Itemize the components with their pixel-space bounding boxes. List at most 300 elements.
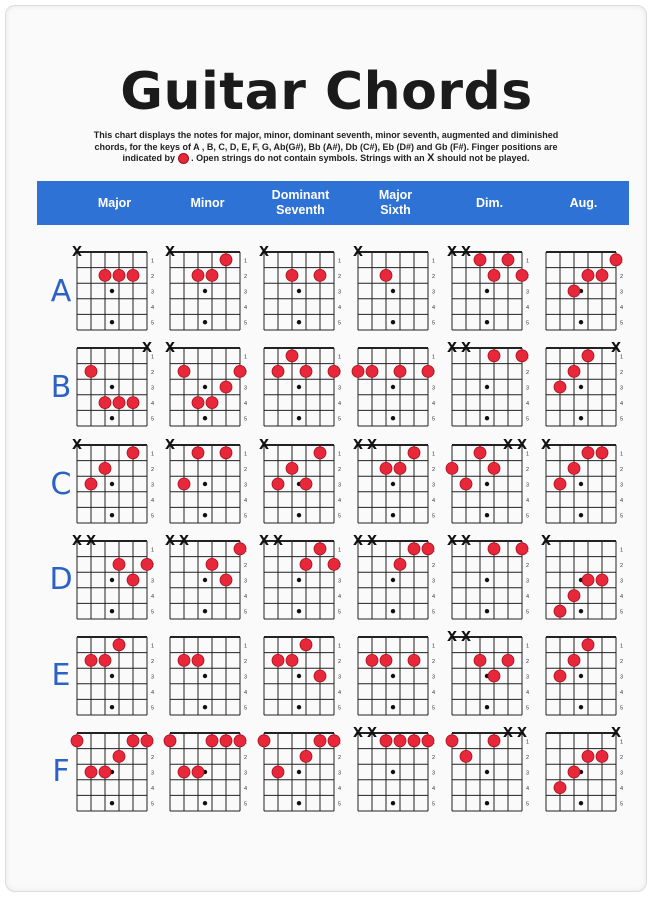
fret-number-label: 5 xyxy=(620,320,624,327)
fret-number-label: 3 xyxy=(151,578,155,585)
fret-number-label: 4 xyxy=(620,690,624,697)
mute-x-icon: X xyxy=(178,534,190,549)
mute-x-icon: X xyxy=(141,341,153,356)
fret-number-label: 4 xyxy=(432,594,436,601)
finger-dot xyxy=(568,654,580,666)
mute-x-icon: X xyxy=(446,245,458,260)
fret-number-label: 1 xyxy=(244,258,248,265)
fret-number-label: 3 xyxy=(244,385,248,392)
fret-number-label: 1 xyxy=(526,258,530,265)
finger-dot xyxy=(314,447,326,459)
column-header-aug: Aug. xyxy=(569,195,598,210)
finger-dot xyxy=(127,397,139,409)
mute-x-icon: X xyxy=(460,630,472,645)
fret-marker-dot xyxy=(579,482,583,486)
fret-marker-dot xyxy=(297,674,301,678)
fret-marker-dot xyxy=(110,513,114,517)
finger-dot xyxy=(380,654,392,666)
fret-number-label: 1 xyxy=(338,451,342,458)
fret-number-label: 1 xyxy=(620,643,624,650)
finger-dot xyxy=(192,766,204,778)
fret-number-label: 2 xyxy=(151,754,155,761)
page-title: Guitar Chords xyxy=(120,62,533,122)
fret-number-label: 3 xyxy=(526,578,530,585)
fret-number-label: 2 xyxy=(244,562,248,569)
fret-number-label: 4 xyxy=(432,401,436,408)
fret-number-label: 2 xyxy=(526,754,530,761)
fret-number-label: 5 xyxy=(526,416,530,423)
fret-number-label: 5 xyxy=(151,416,155,423)
finger-dot xyxy=(192,447,204,459)
fret-number-label: 1 xyxy=(526,451,530,458)
fret-number-label: 5 xyxy=(620,609,624,616)
fret-marker-dot xyxy=(485,289,489,293)
fret-number-label: 2 xyxy=(526,658,530,665)
fret-marker-dot xyxy=(297,578,301,582)
fret-marker-dot xyxy=(297,385,301,389)
finger-dot xyxy=(178,478,190,490)
fret-marker-dot xyxy=(579,674,583,678)
fret-number-label: 1 xyxy=(244,451,248,458)
fret-number-label: 1 xyxy=(151,354,155,361)
fret-marker-dot xyxy=(203,482,207,486)
finger-dot xyxy=(85,766,97,778)
finger-dot xyxy=(568,365,580,377)
finger-dot xyxy=(502,254,514,266)
fret-number-label: 4 xyxy=(151,690,155,697)
fret-number-label: 4 xyxy=(151,498,155,505)
fret-number-label: 5 xyxy=(244,705,248,712)
finger-dot xyxy=(582,574,594,586)
fret-number-label: 3 xyxy=(338,770,342,777)
column-header-dominant-seventh: Dominant Seventh xyxy=(271,188,330,217)
fret-number-label: 5 xyxy=(338,320,342,327)
fret-number-label: 4 xyxy=(526,401,530,408)
fret-number-label: 4 xyxy=(526,786,530,793)
fret-number-label: 3 xyxy=(338,674,342,681)
fret-number-label: 1 xyxy=(338,547,342,554)
fret-marker-dot xyxy=(579,705,583,709)
fret-number-label: 2 xyxy=(620,658,624,665)
fret-marker-dot xyxy=(391,385,395,389)
mute-x-icon: X xyxy=(516,438,528,453)
finger-dot xyxy=(582,350,594,362)
fret-marker-dot xyxy=(391,578,395,582)
finger-dot xyxy=(554,605,566,617)
fret-number-label: 5 xyxy=(620,416,624,423)
fret-number-label: 1 xyxy=(338,258,342,265)
fret-number-label: 1 xyxy=(244,643,248,650)
fret-marker-dot xyxy=(485,609,489,613)
fret-marker-dot xyxy=(391,674,395,678)
column-header-minor: Minor xyxy=(190,195,225,210)
finger-dot xyxy=(314,670,326,682)
finger-dot xyxy=(582,447,594,459)
fret-marker-dot xyxy=(391,289,395,293)
finger-dot xyxy=(85,365,97,377)
finger-dot xyxy=(300,478,312,490)
fret-number-label: 3 xyxy=(338,385,342,392)
fret-marker-dot xyxy=(297,705,301,709)
fret-marker-dot xyxy=(391,801,395,805)
fret-number-label: 5 xyxy=(432,609,436,616)
finger-dot xyxy=(85,478,97,490)
mute-x-icon: X xyxy=(446,630,458,645)
finger-dot xyxy=(192,654,204,666)
intro-line-1: This chart displays the notes for major, minor, dominant seventh, minor seventh, augmented and diminished xyxy=(93,130,559,140)
finger-dot xyxy=(192,397,204,409)
fret-number-label: 1 xyxy=(432,258,436,265)
finger-dot xyxy=(178,654,190,666)
fret-marker-dot xyxy=(203,385,207,389)
fret-marker-dot xyxy=(297,770,301,774)
fret-number-label: 3 xyxy=(432,482,436,489)
finger-dot xyxy=(596,574,608,586)
finger-dot xyxy=(568,285,580,297)
fret-number-label: 2 xyxy=(432,658,436,665)
mute-x-icon: X xyxy=(164,438,176,453)
finger-dot xyxy=(554,381,566,393)
mute-x-icon: X xyxy=(610,726,622,741)
fret-number-label: 4 xyxy=(244,690,248,697)
column-header-dim: Dim. xyxy=(475,195,504,210)
finger-dot xyxy=(408,654,420,666)
mute-x-icon: X xyxy=(258,438,270,453)
finger-dot xyxy=(127,269,139,281)
finger-dot xyxy=(178,766,190,778)
finger-dot xyxy=(272,766,284,778)
fret-number-label: 1 xyxy=(432,643,436,650)
fret-number-label: 5 xyxy=(432,320,436,327)
fret-marker-dot xyxy=(297,416,301,420)
fret-number-label: 5 xyxy=(338,513,342,520)
fret-number-label: 5 xyxy=(151,801,155,808)
fret-number-label: 2 xyxy=(244,754,248,761)
fret-number-label: 3 xyxy=(244,674,248,681)
mute-x-icon: X xyxy=(446,534,458,549)
fret-number-label: 3 xyxy=(151,674,155,681)
fret-number-label: 1 xyxy=(526,643,530,650)
finger-dot xyxy=(206,269,218,281)
finger-dot xyxy=(220,381,232,393)
intro-line-3b: . Open strings do not contain symbols. Strings with an xyxy=(191,153,425,163)
fret-marker-dot xyxy=(110,801,114,805)
fret-number-label: 1 xyxy=(620,354,624,361)
fret-number-label: 3 xyxy=(244,289,248,296)
fret-marker-dot xyxy=(579,416,583,420)
finger-dot xyxy=(516,350,528,362)
fret-number-label: 3 xyxy=(432,289,436,296)
mute-x-icon: X xyxy=(352,534,364,549)
fret-number-label: 5 xyxy=(151,705,155,712)
finger-dot xyxy=(234,735,246,747)
fret-number-label: 2 xyxy=(620,466,624,473)
fret-number-label: 5 xyxy=(620,705,624,712)
fret-number-label: 5 xyxy=(338,609,342,616)
fret-marker-dot xyxy=(391,609,395,613)
fret-number-label: 3 xyxy=(338,578,342,585)
finger-dot xyxy=(99,462,111,474)
fret-marker-dot xyxy=(485,482,489,486)
fret-marker-dot xyxy=(391,705,395,709)
fret-marker-dot xyxy=(391,416,395,420)
mute-x-icon: X xyxy=(460,245,472,260)
fret-number-label: 3 xyxy=(526,289,530,296)
finger-dot xyxy=(286,654,298,666)
fret-marker-dot xyxy=(203,674,207,678)
finger-dot xyxy=(206,397,218,409)
fret-number-label: 2 xyxy=(244,658,248,665)
finger-dot xyxy=(474,254,486,266)
mute-x-icon: X xyxy=(164,245,176,260)
finger-dot xyxy=(366,654,378,666)
finger-dot xyxy=(113,558,125,570)
fret-marker-dot xyxy=(579,385,583,389)
mute-x-icon: X xyxy=(610,341,622,356)
mute-x-icon: X xyxy=(258,245,270,260)
fret-number-label: 2 xyxy=(338,658,342,665)
finger-dot xyxy=(272,654,284,666)
fret-marker-dot xyxy=(203,801,207,805)
fret-marker-dot xyxy=(485,385,489,389)
fret-number-label: 2 xyxy=(620,754,624,761)
finger-dot xyxy=(113,750,125,762)
fret-number-label: 4 xyxy=(338,594,342,601)
finger-dot xyxy=(113,269,125,281)
fret-number-label: 2 xyxy=(151,273,155,280)
fret-number-label: 4 xyxy=(338,786,342,793)
finger-dot xyxy=(206,735,218,747)
fret-number-label: 4 xyxy=(526,594,530,601)
fret-number-label: 4 xyxy=(620,498,624,505)
finger-dot xyxy=(328,365,340,377)
finger-dot xyxy=(127,447,139,459)
finger-dot xyxy=(234,543,246,555)
fret-number-label: 2 xyxy=(432,273,436,280)
fret-marker-dot xyxy=(203,289,207,293)
fret-number-label: 4 xyxy=(432,498,436,505)
fret-number-label: 4 xyxy=(151,594,155,601)
finger-dot xyxy=(488,462,500,474)
fret-number-label: 3 xyxy=(338,289,342,296)
mute-x-icon: X xyxy=(540,534,552,549)
fret-number-label: 3 xyxy=(338,482,342,489)
fret-number-label: 3 xyxy=(620,482,624,489)
fret-marker-dot xyxy=(391,482,395,486)
fret-marker-dot xyxy=(485,705,489,709)
finger-dot xyxy=(328,735,340,747)
fret-number-label: 3 xyxy=(244,578,248,585)
finger-dot xyxy=(422,365,434,377)
fret-marker-dot xyxy=(203,416,207,420)
finger-dot xyxy=(488,670,500,682)
fret-number-label: 3 xyxy=(620,770,624,777)
fret-number-label: 5 xyxy=(244,513,248,520)
finger-dot xyxy=(178,365,190,377)
finger-dot xyxy=(502,654,514,666)
finger-dot xyxy=(99,654,111,666)
fret-marker-dot xyxy=(297,513,301,517)
intro-line-3c: should not be played. xyxy=(436,153,530,163)
finger-dot xyxy=(141,735,153,747)
fret-number-label: 4 xyxy=(432,690,436,697)
finger-dot xyxy=(113,397,125,409)
mute-x-icon: X xyxy=(460,341,472,356)
mute-x-icon: X xyxy=(71,438,83,453)
fret-marker-dot xyxy=(110,289,114,293)
finger-dot xyxy=(408,447,420,459)
finger-dot xyxy=(272,365,284,377)
finger-dot xyxy=(446,735,458,747)
intro-line-2: chords, for the keys of A , B, C, D, E, F, G, Ab(G#), Bb (A#), Db (C#), Eb (D#) and Gb (F#). Finger positions are xyxy=(94,141,558,152)
row-label-d: D xyxy=(49,562,73,597)
mute-x-icon: X xyxy=(71,534,83,549)
mute-x-icon: X xyxy=(540,438,552,453)
fret-number-label: 5 xyxy=(244,801,248,808)
fret-number-label: 4 xyxy=(244,594,248,601)
fret-number-label: 4 xyxy=(620,594,624,601)
finger-dot xyxy=(300,365,312,377)
fret-number-label: 5 xyxy=(151,320,155,327)
fret-marker-dot xyxy=(579,801,583,805)
finger-dot xyxy=(488,350,500,362)
fret-marker-dot xyxy=(203,609,207,613)
fret-marker-dot xyxy=(203,513,207,517)
fret-number-label: 2 xyxy=(151,466,155,473)
fret-marker-dot xyxy=(297,320,301,324)
fret-marker-dot xyxy=(110,674,114,678)
fret-marker-dot xyxy=(297,609,301,613)
finger-dot xyxy=(127,574,139,586)
fret-number-label: 4 xyxy=(620,305,624,312)
mute-x-icon: X xyxy=(366,438,378,453)
fret-number-label: 4 xyxy=(526,690,530,697)
finger-dot xyxy=(314,269,326,281)
fret-number-label: 5 xyxy=(151,609,155,616)
row-label-f: F xyxy=(52,754,70,789)
finger-dot xyxy=(314,543,326,555)
finger-dot xyxy=(380,735,392,747)
finger-dot xyxy=(474,654,486,666)
finger-dot xyxy=(596,269,608,281)
finger-dot xyxy=(127,735,139,747)
row-label-e: E xyxy=(51,658,71,693)
fret-number-label: 2 xyxy=(526,562,530,569)
fret-marker-dot xyxy=(203,705,207,709)
fret-number-label: 4 xyxy=(338,690,342,697)
finger-dot xyxy=(446,462,458,474)
fret-number-label: 4 xyxy=(432,305,436,312)
fret-number-label: 2 xyxy=(620,273,624,280)
fret-number-label: 4 xyxy=(338,401,342,408)
fret-number-label: 1 xyxy=(338,643,342,650)
finger-dot xyxy=(206,558,218,570)
finger-dot xyxy=(474,447,486,459)
mute-x-icon: X xyxy=(446,341,458,356)
fret-number-label: 3 xyxy=(526,482,530,489)
fret-number-label: 3 xyxy=(432,674,436,681)
fret-number-label: 2 xyxy=(338,466,342,473)
finger-dot xyxy=(286,350,298,362)
fret-number-label: 2 xyxy=(244,273,248,280)
finger-dot xyxy=(352,365,364,377)
mute-x-icon: X xyxy=(272,534,284,549)
finger-dot xyxy=(380,462,392,474)
fret-marker-dot xyxy=(110,578,114,582)
column-header-major: Major xyxy=(97,195,132,210)
mute-x-icon: X xyxy=(164,534,176,549)
finger-dot xyxy=(460,750,472,762)
fret-number-label: 5 xyxy=(244,416,248,423)
fret-number-label: 5 xyxy=(338,705,342,712)
finger-dot xyxy=(582,639,594,651)
fret-number-label: 1 xyxy=(526,739,530,746)
fret-number-label: 3 xyxy=(526,770,530,777)
fret-number-label: 2 xyxy=(151,369,155,376)
fret-marker-dot xyxy=(391,513,395,517)
fret-number-label: 3 xyxy=(244,482,248,489)
fret-number-label: 4 xyxy=(151,305,155,312)
column-header-major-sixth: Major Sixth xyxy=(378,188,413,217)
fret-marker-dot xyxy=(579,609,583,613)
fret-number-label: 5 xyxy=(151,513,155,520)
fret-number-label: 1 xyxy=(151,258,155,265)
finger-dot xyxy=(488,735,500,747)
fret-number-label: 4 xyxy=(244,786,248,793)
finger-dot xyxy=(113,639,125,651)
fret-marker-dot xyxy=(391,320,395,324)
fret-number-label: 3 xyxy=(151,289,155,296)
finger-dot xyxy=(286,269,298,281)
fret-marker-dot xyxy=(110,482,114,486)
row-label-a: A xyxy=(50,274,72,309)
mute-x-icon: X xyxy=(460,534,472,549)
finger-dot xyxy=(394,365,406,377)
finger-dot xyxy=(610,254,622,266)
fret-number-label: 4 xyxy=(526,305,530,312)
finger-dot xyxy=(422,735,434,747)
fret-number-label: 3 xyxy=(620,674,624,681)
fret-number-label: 3 xyxy=(620,578,624,585)
fret-number-label: 5 xyxy=(432,705,436,712)
finger-dot xyxy=(460,478,472,490)
fret-number-label: 5 xyxy=(432,416,436,423)
fret-number-label: 1 xyxy=(338,354,342,361)
fret-number-label: 1 xyxy=(432,451,436,458)
fret-number-label: 1 xyxy=(620,739,624,746)
finger-dot xyxy=(258,735,270,747)
fret-number-label: 2 xyxy=(526,466,530,473)
fret-number-label: 5 xyxy=(526,801,530,808)
finger-dot xyxy=(234,365,246,377)
fret-marker-dot xyxy=(110,609,114,613)
fret-number-label: 4 xyxy=(151,786,155,793)
fret-number-label: 2 xyxy=(620,562,624,569)
finger-dot xyxy=(568,462,580,474)
fret-number-label: 5 xyxy=(526,705,530,712)
fret-number-label: 4 xyxy=(151,401,155,408)
fret-number-label: 3 xyxy=(432,770,436,777)
fret-marker-dot xyxy=(485,513,489,517)
fret-number-label: 3 xyxy=(432,578,436,585)
fret-number-label: 2 xyxy=(151,658,155,665)
finger-dot xyxy=(99,397,111,409)
fret-number-label: 5 xyxy=(526,609,530,616)
finger-dot xyxy=(99,269,111,281)
fret-number-label: 1 xyxy=(151,547,155,554)
mute-x-icon: X xyxy=(71,245,83,260)
finger-dot xyxy=(582,269,594,281)
